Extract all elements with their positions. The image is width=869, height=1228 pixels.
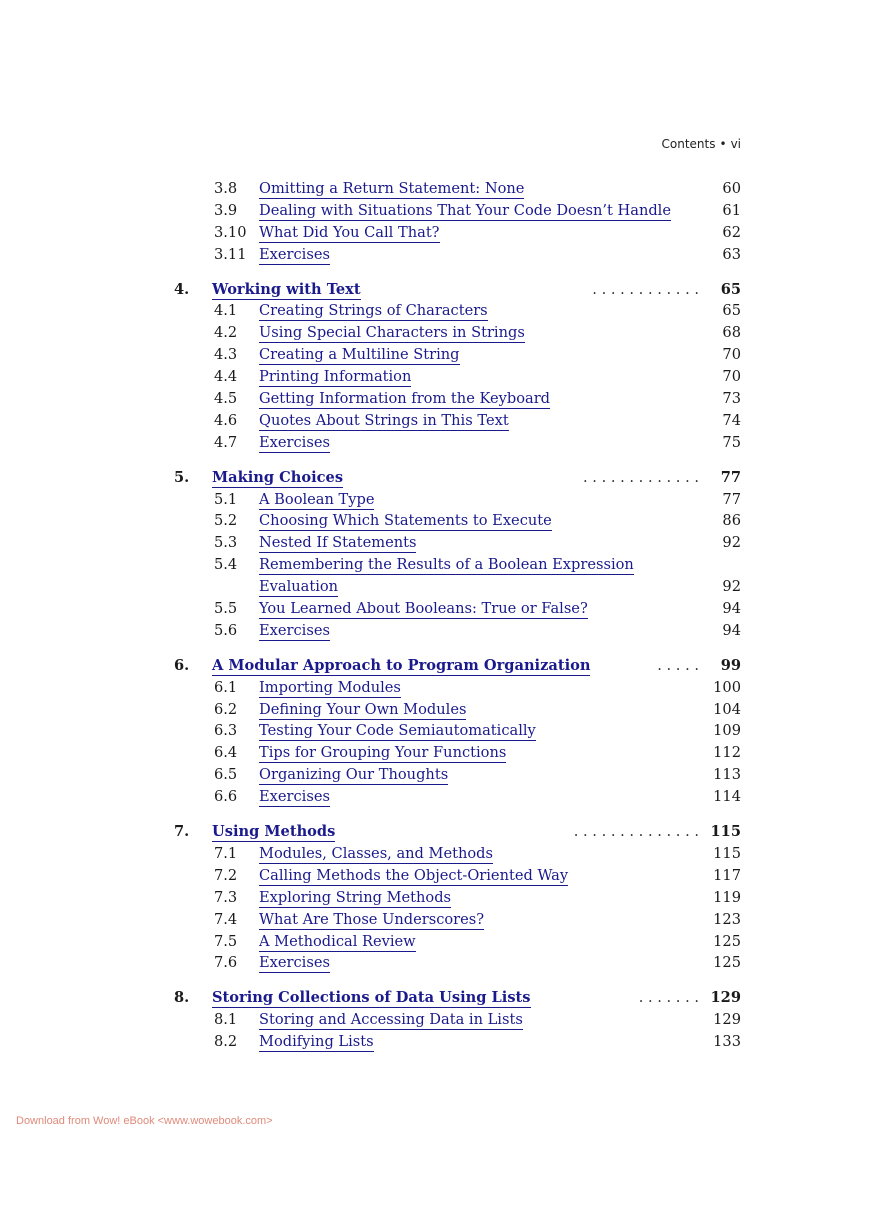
toc-row	[0, 388, 869, 410]
toc-row	[0, 410, 869, 432]
section-number: 7.6	[214, 954, 238, 972]
toc-row	[0, 620, 869, 642]
section-link[interactable]: Calling Methods the Object-Oriented Way	[259, 866, 569, 884]
section-link[interactable]: Omitting a Return Statement: None	[259, 180, 525, 197]
toc-row	[0, 1009, 869, 1031]
page-number: 70	[722, 368, 741, 386]
header-page-number: vi	[730, 137, 741, 151]
section-number: 8.1	[214, 1011, 238, 1029]
chapter-row	[0, 655, 869, 677]
header-bullet: •	[719, 137, 727, 151]
page-number: 77	[722, 490, 741, 508]
section-link[interactable]: Exercises	[259, 954, 330, 972]
chapter-row	[0, 279, 869, 301]
section-link[interactable]: You Learned About Booleans: True or False?	[259, 600, 588, 618]
page-number: 63	[722, 245, 741, 263]
toc-row	[0, 598, 869, 620]
page-number: 74	[722, 411, 741, 429]
page-number: 112	[713, 744, 741, 762]
page-number: 100	[713, 678, 741, 696]
section-number: 7.4	[214, 910, 238, 928]
section-number: 4.1	[214, 302, 238, 320]
section-link-continued[interactable]: Evaluation	[259, 578, 339, 596]
page-number: 117	[713, 866, 741, 884]
toc-row	[0, 742, 869, 764]
page-number: 60	[722, 180, 741, 197]
toc-row	[0, 909, 869, 931]
chapter-number: 6.	[174, 656, 190, 674]
section-number: 7.3	[214, 888, 238, 906]
toc-row	[0, 178, 869, 200]
chapter-6	[0, 655, 869, 808]
chapter-page-number: 99	[720, 656, 741, 674]
chapter-row	[0, 821, 869, 843]
chapter-link[interactable]: Using Methods	[212, 823, 336, 841]
section-link[interactable]: Exercises	[259, 433, 330, 451]
section-link[interactable]: Creating Strings of Characters	[259, 302, 488, 320]
section-number: 6.1	[214, 678, 238, 696]
section-number: 4.5	[214, 390, 238, 408]
section-link[interactable]: Quotes About Strings in This Text	[259, 411, 509, 429]
toc-row	[0, 366, 869, 388]
section-number: 8.2	[214, 1033, 238, 1051]
chapter-number: 7.	[174, 823, 190, 841]
section-link[interactable]: Tips for Grouping Your Functions	[259, 744, 507, 762]
page-number: 94	[722, 600, 741, 618]
page-number: 113	[713, 766, 741, 784]
section-number: 6.3	[214, 722, 238, 740]
chapter-page-number: 115	[710, 823, 741, 841]
section-link[interactable]: Creating a Multiline String	[259, 346, 460, 364]
page-number: 119	[713, 888, 741, 906]
chapter-page-number: 129	[710, 989, 741, 1007]
section-number: 5.1	[214, 490, 238, 508]
chapter-number: 4.	[174, 280, 190, 298]
section-link[interactable]: Modules, Classes, and Methods	[259, 844, 493, 862]
toc-row	[0, 489, 869, 511]
section-number: 5.2	[214, 512, 238, 530]
section-number: 4.3	[214, 346, 238, 364]
section-link[interactable]: Defining Your Own Modules	[259, 700, 467, 718]
chapter-link[interactable]: A Modular Approach to Program Organization	[212, 656, 591, 674]
section-number: 3.9	[214, 201, 238, 219]
page-number: 61	[722, 201, 741, 219]
table-of-contents	[0, 178, 869, 1066]
toc-row-continuation	[0, 576, 869, 598]
toc-row	[0, 1031, 869, 1053]
section-number: 7.5	[214, 932, 238, 950]
section-number: 4.7	[214, 433, 238, 451]
dot-leader: . . . . . . . . . . . . .	[583, 468, 699, 486]
section-number: 6.4	[214, 744, 238, 762]
page-number: 125	[713, 932, 741, 950]
dot-leader: . . . . . . . . . . . . . .	[573, 823, 699, 841]
page-number: 129	[713, 1011, 741, 1029]
toc-row	[0, 322, 869, 344]
toc-row	[0, 786, 869, 808]
toc-row	[0, 677, 869, 699]
section-link[interactable]: Exercises	[259, 788, 330, 806]
chapter-page-number: 77	[720, 468, 741, 486]
toc-row	[0, 300, 869, 322]
toc-row	[0, 699, 869, 721]
section-number: 4.6	[214, 411, 238, 429]
section-number: 5.3	[214, 534, 238, 552]
toc-row	[0, 554, 869, 576]
page-number: 92	[722, 578, 741, 596]
section-link[interactable]: Using Special Characters in Strings	[259, 324, 525, 342]
section-number: 4.2	[214, 324, 238, 342]
section-number: 7.1	[214, 844, 238, 862]
toc-row	[0, 532, 869, 554]
toc-row	[0, 432, 869, 454]
toc-row	[0, 510, 869, 532]
page-number: 73	[722, 390, 741, 408]
toc-row	[0, 764, 869, 786]
chapter-link[interactable]: Storing Collections of Data Using Lists	[212, 989, 531, 1007]
section-link[interactable]: Getting Information from the Keyboard	[259, 390, 551, 408]
section-link[interactable]: Importing Modules	[259, 678, 401, 696]
section-link[interactable]: What Did You Call That?	[259, 223, 440, 241]
toc-row	[0, 952, 869, 974]
toc-row	[0, 720, 869, 742]
page-number: 133	[713, 1033, 741, 1051]
chapter-link[interactable]: Working with Text	[212, 280, 361, 298]
section-link[interactable]: Exploring String Methods	[259, 888, 452, 906]
section-number: 5.6	[214, 621, 238, 639]
running-header	[662, 137, 742, 151]
chapter-number: 5.	[174, 468, 190, 486]
dot-leader: . . . . . . . . . . . .	[592, 280, 699, 298]
chapter-3-continuation	[0, 178, 869, 266]
section-number: 3.8	[214, 180, 238, 197]
page-number: 104	[713, 700, 741, 718]
section-number: 7.2	[214, 866, 238, 884]
section-number: 4.4	[214, 368, 238, 386]
section-link[interactable]: Choosing Which Statements to Execute	[259, 512, 552, 530]
toc-row	[0, 843, 869, 865]
toc-row	[0, 865, 869, 887]
page-number: 125	[713, 954, 741, 972]
section-number: 6.2	[214, 700, 238, 718]
page-number: 86	[722, 512, 741, 530]
chapter-row	[0, 987, 869, 1009]
toc-row	[0, 887, 869, 909]
page-number: 123	[713, 910, 741, 928]
page-number: 65	[722, 302, 741, 320]
section-number: 3.10	[214, 223, 247, 241]
section-link[interactable]: Exercises	[259, 245, 330, 263]
section-link[interactable]: Nested If Statements	[259, 534, 417, 552]
dot-leader: . . . . .	[657, 656, 699, 674]
section-link[interactable]: Printing Information	[259, 368, 412, 386]
chapter-4	[0, 279, 869, 454]
page-number: 68	[722, 324, 741, 342]
section-link[interactable]: Modifying Lists	[259, 1033, 374, 1051]
section-number: 6.5	[214, 766, 238, 784]
section-number: 5.4	[214, 556, 238, 574]
toc-row	[0, 222, 869, 244]
section-link[interactable]: Organizing Our Thoughts	[259, 766, 449, 784]
toc-row	[0, 200, 869, 222]
chapter-8	[0, 987, 869, 1053]
section-link[interactable]: A Methodical Review	[259, 932, 416, 950]
page-number: 62	[722, 223, 741, 241]
section-link[interactable]: Exercises	[259, 621, 330, 639]
section-link[interactable]: Testing Your Code Semiautomatically	[259, 722, 536, 740]
download-watermark: Download from Wow! eBook <www.wowebook.com>	[16, 1115, 273, 1127]
chapter-7	[0, 821, 869, 974]
page-number: 70	[722, 346, 741, 364]
chapter-5	[0, 467, 869, 642]
dot-leader: . . . . . . .	[638, 989, 699, 1007]
toc-row	[0, 244, 869, 266]
section-link[interactable]: Remembering the Results of a Boolean Expression	[259, 556, 634, 574]
chapter-page-number: 65	[720, 280, 741, 298]
toc-row	[0, 344, 869, 366]
toc-row	[0, 931, 869, 953]
page-number: 109	[713, 722, 741, 740]
section-link[interactable]: What Are Those Underscores?	[259, 910, 485, 928]
page-number: 75	[722, 433, 741, 451]
page-number: 92	[722, 534, 741, 552]
page-number: 94	[722, 621, 741, 639]
section-link[interactable]: Storing and Accessing Data in Lists	[259, 1011, 523, 1029]
chapter-link[interactable]: Making Choices	[212, 468, 344, 486]
section-number: 3.11	[214, 245, 247, 263]
section-link[interactable]: Dealing with Situations That Your Code Doesn’t Handle	[259, 201, 671, 219]
section-number: 6.6	[214, 788, 238, 806]
chapter-row	[0, 467, 869, 489]
chapter-number: 8.	[174, 989, 190, 1007]
page-number: 115	[713, 844, 741, 862]
section-number: 5.5	[214, 600, 238, 618]
section-link[interactable]: A Boolean Type	[259, 490, 375, 508]
header-section: Contents	[661, 137, 716, 151]
page-number: 114	[713, 788, 741, 806]
